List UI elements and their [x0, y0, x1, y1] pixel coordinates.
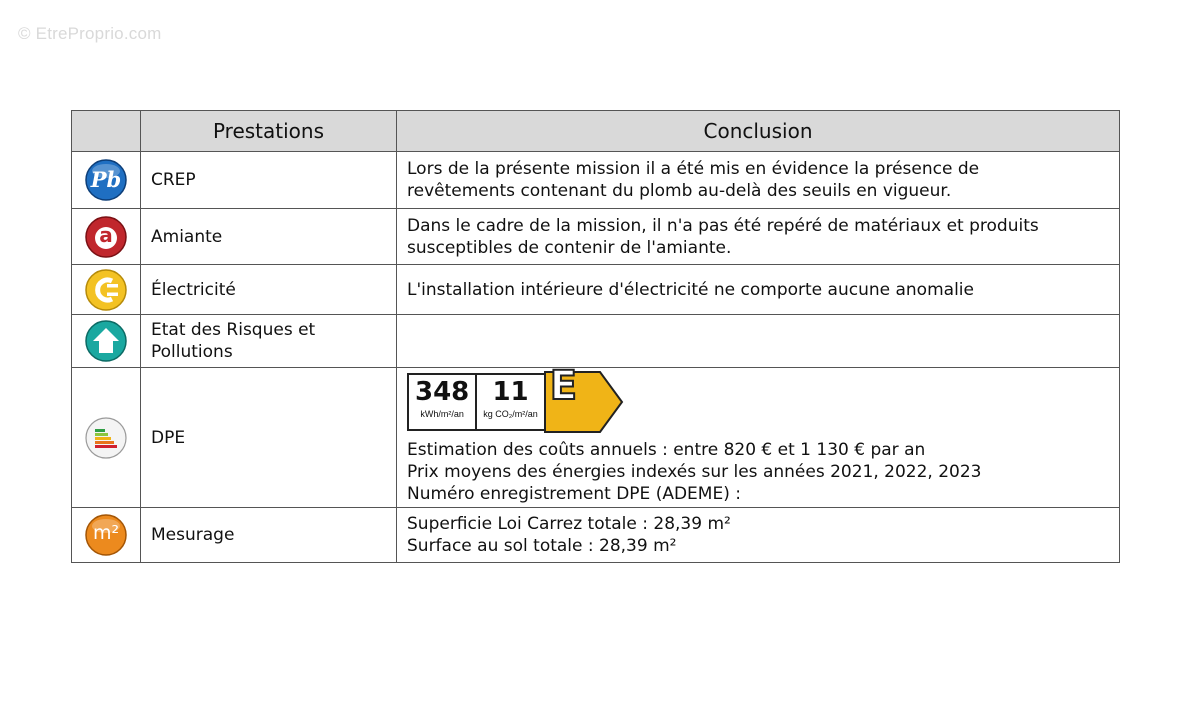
conclusion-line: Estimation des coûts annuels : entre 820 € et 1 130 € par an: [407, 440, 926, 460]
table-row-erp: [72, 315, 1120, 368]
conclusion-cell: [397, 363, 1120, 508]
prestation-name: Mesurage: [141, 508, 397, 563]
icon-cell: [72, 152, 141, 209]
prestation-name: Amiante: [141, 209, 397, 265]
amiante-icon-label: a: [99, 222, 113, 247]
dpe-climate-unit: kg CO₂/m²/an: [483, 409, 538, 419]
dpe-label: [407, 363, 1109, 431]
table-row-mesurage: [72, 508, 1120, 563]
conclusion-cell: [397, 152, 1120, 209]
conclusion-line: susceptibles de contenir de l'amiante.: [407, 237, 732, 258]
icon-cell: [72, 368, 141, 508]
house-arrow-icon: [85, 320, 127, 362]
m2-icon-label: m²: [92, 522, 120, 544]
conclusion-line: Lors de la présente mission il a été mis en évidence la présence de: [407, 159, 980, 179]
conclusion-cell: [397, 508, 1120, 563]
watermark: © EtreProprio.com: [18, 24, 162, 43]
conclusion-line: revêtements contenant du plomb au-delà des seuils en vigueur.: [407, 181, 952, 201]
dpe-class-arrow: [544, 363, 624, 433]
amiante-icon: [85, 216, 127, 258]
dpe-energy-unit: kWh/m²/an: [420, 409, 464, 419]
table-row-crep: [72, 152, 1120, 209]
conclusion-line: Numéro enregistrement DPE (ADEME) :: [407, 484, 741, 504]
dpe-class-letter: E: [549, 363, 578, 409]
conclusion-line: Surface au sol totale : 28,39 m²: [407, 536, 677, 556]
prestation-name: Etat des Risques et Pollutions: [141, 315, 397, 368]
table-row-dpe: [72, 368, 1120, 508]
pb-icon-label: Pb: [90, 167, 122, 192]
conclusion-line: L'installation intérieure d'électricité ne comporte aucune anomalie: [407, 279, 974, 300]
dpe-values-box: [407, 373, 544, 431]
dpe-climate-cell: [475, 375, 544, 429]
dpe-climate-value: 11: [492, 377, 529, 407]
pb-icon: [85, 159, 127, 201]
table-row-amiante: [72, 209, 1120, 265]
conclusion-line: Prix moyens des énergies indexés sur les années 2021, 2022, 2023: [407, 462, 982, 482]
dpe-energy-value: 348: [415, 377, 470, 407]
header-prestations: Prestations: [141, 111, 397, 152]
prestation-name: Électricité: [141, 265, 397, 315]
diagnostics-summary-table: [71, 110, 1120, 563]
header-conclusion: Conclusion: [397, 111, 1120, 152]
icon-cell: [72, 508, 141, 563]
dpe-energy-cell: [409, 375, 475, 429]
prestation-name: DPE: [141, 368, 397, 508]
dpe-details: [407, 439, 1109, 507]
icon-cell: [72, 315, 141, 368]
header-icon-cell: [72, 111, 141, 152]
table-row-electricite: [72, 265, 1120, 315]
conclusion-cell: [397, 209, 1120, 265]
icon-cell: [72, 265, 141, 315]
conclusion-cell: [397, 315, 1120, 368]
conclusion-line: Dans le cadre de la mission, il n'a pas été repéré de matériaux et produits: [407, 215, 1039, 236]
table-header-row: [72, 111, 1120, 152]
conclusion-cell: [397, 265, 1120, 315]
plug-icon: [85, 269, 127, 311]
prestation-name: CREP: [141, 152, 397, 209]
energy-bars-icon: [85, 417, 127, 459]
m2-icon: [85, 514, 127, 556]
icon-cell: [72, 209, 141, 265]
conclusion-line: Superficie Loi Carrez totale : 28,39 m²: [407, 514, 731, 534]
